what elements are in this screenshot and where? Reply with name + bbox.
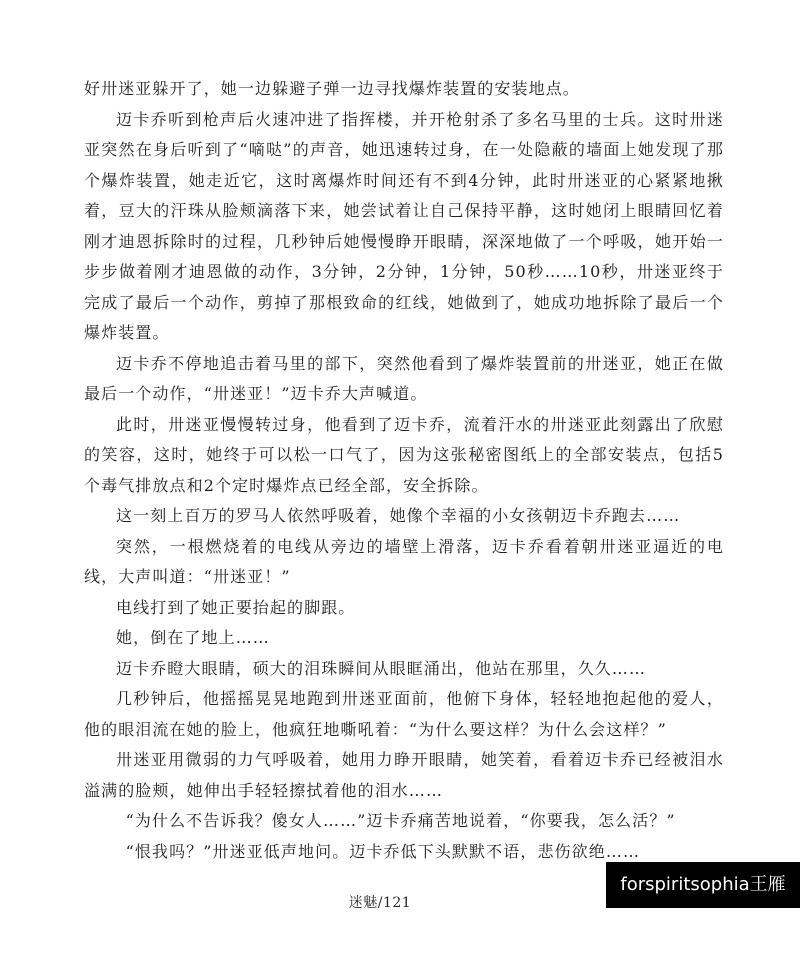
paragraph: 此时，卅迷亚慢慢转过身，他看到了迈卡乔，流着汗水的卅迷亚此刻露出了欣慰的笑容，这时，她终于可以松一口气了，因为这张秘密图纸上的全部安装点，包括5个毒气排放点和2个定时爆炸点已经全部，安全拆除。 (84, 414, 724, 495)
watermark-label: forspiritsophia王雁 (606, 862, 800, 908)
paragraph: 几秒钟后，他摇摇晃晃地跑到卅迷亚面前，他俯下身体，轻轻地抱起他的爱人，他的眼泪流在她的脸上，他疯狂地嘶吼着：“为什么要这样？为什么会这样？” (84, 689, 724, 739)
paragraph: 好卅迷亚躲开了，她一边躲避子弹一边寻找爆炸装置的安装地点。 (84, 79, 580, 98)
paragraph: “为什么不告诉我？傻女人……”迈卡乔痛苦地说着，“你要我，怎么活？” (125, 811, 676, 830)
paragraph: 电线打到了她正要抬起的脚跟。 (116, 597, 356, 617)
paragraph: 她，倒在了地上…… (116, 628, 270, 647)
body-text (84, 74, 724, 867)
paragraph: 卅迷亚用微弱的力气呼吸着，她用力睁开眼睛，她笑着，看着迈卡乔已经被泪水溢满的脸颊，她伸出手轻轻擦拭着他的泪水…… (84, 750, 724, 800)
paragraph: 突然，一根燃烧着的电线从旁边的墙壁上滑落，迈卡乔看着朝卅迷亚逼近的电线，大声叫道：“卅迷亚！” (84, 536, 724, 586)
paragraph: 迈卡乔不停地追击着马里的部下，突然他看到了爆炸装置前的卅迷亚，她正在做最后一个动作，“卅迷亚！”迈卡乔大声喊道。 (84, 353, 724, 403)
paragraph: 迈卡乔瞪大眼睛，硕大的泪珠瞬间从眼眶涌出，他站在那里，久久…… (116, 658, 647, 678)
paragraph: 这一刻上百万的罗马人依然呼吸着，她像个幸福的小女孩朝迈卡乔跑去…… (116, 506, 681, 525)
page-number: 迷魅/121 (348, 895, 412, 911)
paragraph: “恨我吗？”卅迷亚低声地问。迈卡乔低下头默默不语，悲伤欲绝…… (125, 841, 641, 861)
paragraph: 迈卡乔听到枪声后火速冲进了指挥楼，并开枪射杀了多名马里的士兵。这时卅迷亚突然在身后听到了“嘀哒”的声音，她迅速转过身，在一处隐蔽的墙面上她发现了那个爆炸装置，她走近它，这时离爆炸时间还有不到4分钟，此时卅迷亚的心紧紧地揪着，豆大的汗珠从脸颊滴落下来，她尝试着让自己保持平静，这时她闭上眼睛回忆着刚才迪恩拆除时的过程，几秒钟后她慢慢睁开眼睛，深深地做了一个呼吸，她开始一步步做着刚才迪恩做的动作，3分钟，2分钟，1分钟，50秒……10秒，卅迷亚终于完成了最后一个动作，剪掉了那根致命的红线，她做到了，她成功地拆除了最后一个爆炸装置。 (84, 109, 724, 342)
